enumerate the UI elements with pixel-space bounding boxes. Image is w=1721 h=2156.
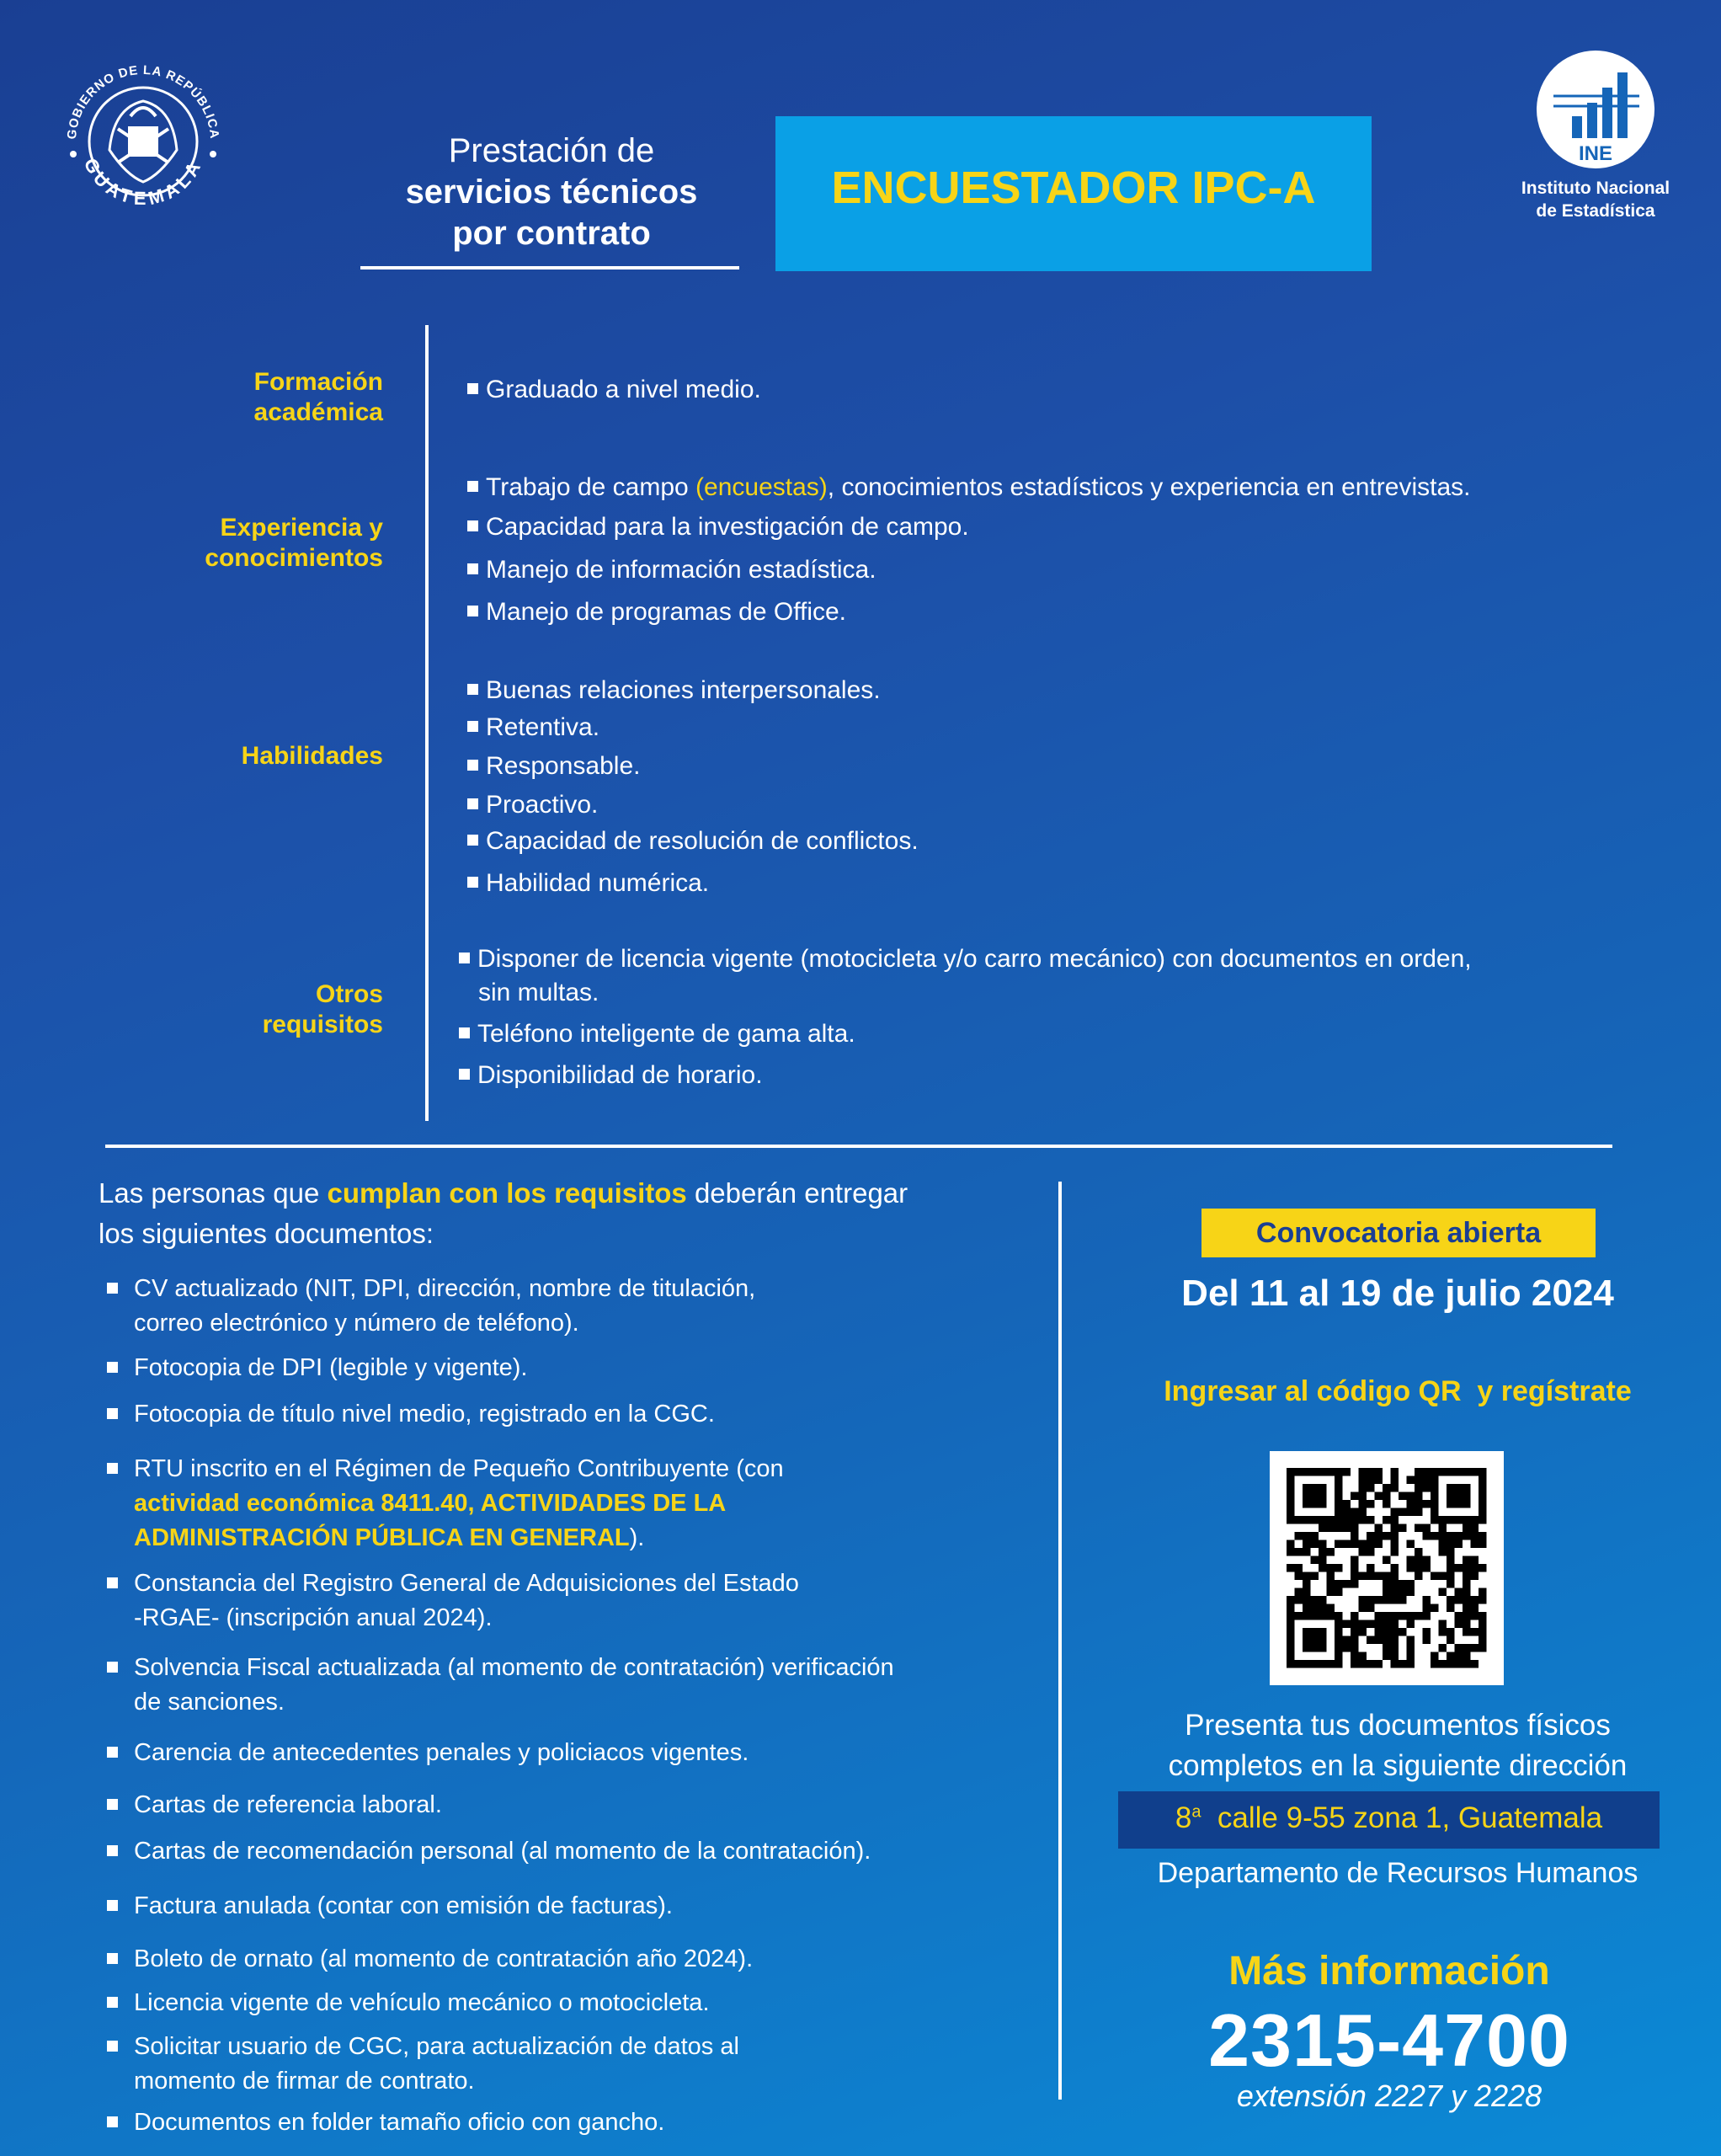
guatemala-government-seal [51, 49, 236, 234]
list-item: Manejo de información estadística. [467, 553, 876, 587]
phone-number[interactable]: 2315-4700 [1208, 1999, 1570, 2082]
present-instructions: Presenta tus documentos físicos completos en la siguiente dirección [1168, 1709, 1628, 1782]
list-item: Disponer de licencia vigente (motocicleta y/o carro mecánico) con documentos en orden, [459, 942, 1472, 976]
list-item-continuation: sin multas. [478, 979, 599, 1006]
list-item: Buenas relaciones interpersonales. [467, 674, 881, 707]
section-divider [105, 1145, 1612, 1148]
ine-emblem [1537, 51, 1654, 168]
requirements-divider [425, 325, 429, 1121]
registration-qr-code[interactable] [1270, 1451, 1504, 1685]
phone-extension: extensión 2227 y 2228 [1236, 2079, 1543, 2113]
list-item: Habilidad numérica. [467, 867, 709, 900]
address: 8$^a$ calle 9-55 zona 1, Guatemala [1175, 1801, 1603, 1834]
list-item: Disponibilidad de horario. [459, 1059, 763, 1092]
seal-bottom-text: GUATEMALA [79, 154, 207, 210]
qr-prompt: Ingresar al código QR y regístrate [1164, 1375, 1632, 1407]
category-formacion [131, 367, 383, 428]
title-line-3: por contrato [452, 215, 651, 252]
position-title: ENCUESTADOR IPC-A [831, 163, 1316, 213]
list-item: Trabajo de campo (encuestas), conocimientos estadísticos y experiencia en entrevistas. [467, 471, 1471, 504]
category-formacion-l2: académica [253, 398, 383, 426]
seal-top-text: GOBIERNO DE LA REPÚBLICA [64, 62, 222, 141]
list-item: Responsable. [467, 750, 640, 783]
title-line-1: Prestación de [448, 132, 655, 169]
list-item: Teléfono inteligente de gama alta. [459, 1017, 855, 1051]
ine-caption-line-1: Instituto Nacional [1521, 179, 1670, 198]
category-habilidades-label: Habilidades [241, 742, 383, 770]
department: Departamento de Recursos Humanos [1157, 1857, 1638, 1889]
list-item: Proactivo. [467, 788, 598, 822]
title-underline [360, 266, 739, 270]
list-item: Retentiva. [467, 711, 599, 744]
list-item: Graduado a nivel medio. [467, 373, 761, 407]
ine-logo [1516, 51, 1676, 236]
category-experiencia-l1: Experiencia y [220, 514, 383, 542]
convocatoria-badge: Convocatoria abierta [1202, 1209, 1596, 1257]
category-habilidades [131, 741, 383, 771]
category-experiencia-l2: conocimientos [205, 544, 383, 572]
contract-type-title [362, 131, 741, 254]
category-otros-l2: requisitos [262, 1011, 383, 1038]
category-formacion-l1: Formación [253, 368, 383, 396]
ine-abbr: INE [1578, 142, 1613, 165]
column-divider [1058, 1182, 1062, 2100]
list-item: Manejo de programas de Office. [467, 595, 846, 629]
category-experiencia [131, 513, 383, 574]
list-item: Capacidad de resolución de conflictos. [467, 825, 919, 858]
ine-caption-line-2: de Estadística [1536, 201, 1655, 221]
list-item: Capacidad para la investigación de campo. [467, 510, 969, 544]
convocatoria-dates: Del 11 al 19 de julio 2024 [1181, 1273, 1614, 1314]
category-otros-l1: Otros [315, 980, 383, 1008]
more-info-heading: Más información [1228, 1949, 1550, 1993]
title-line-2: servicios técnicos [405, 173, 698, 211]
category-otros [131, 979, 383, 1040]
documents-intro: Las personas que cumplan con los requisitos deberán entregar los siguientes documentos: [99, 1177, 908, 1249]
